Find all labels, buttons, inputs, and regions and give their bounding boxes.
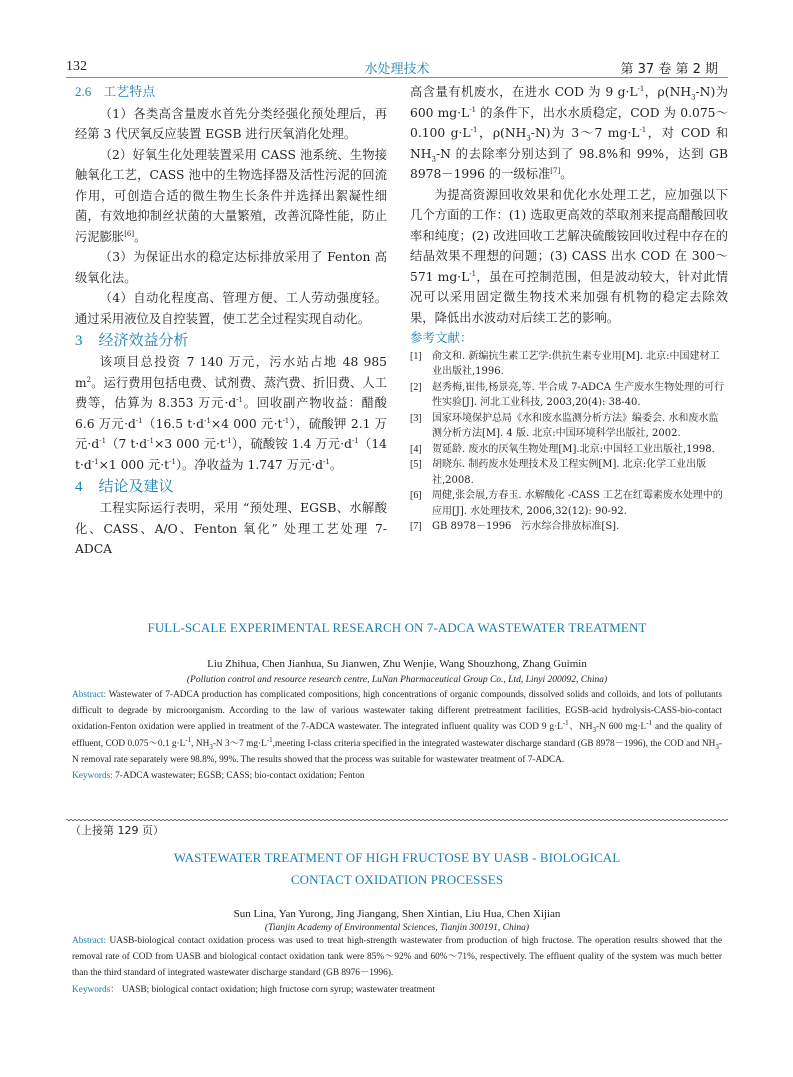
superscript: -1 [639, 125, 647, 134]
english-affiliation: (Tianjin Academy of Environmental Sciences, Tianjin 300191, China) [264, 923, 530, 933]
reference-item [410, 411, 728, 442]
text: ），硫酸钾 2.1 万元·d [75, 416, 387, 451]
subscript: 3 [691, 93, 696, 102]
superscript: -1 [169, 457, 176, 466]
reference-text: 胡晓东. 制药废水处理技术及工程实例[M]. 北京:化学工业出版社,2008. [432, 459, 707, 486]
subscript: 3 [209, 742, 213, 751]
reference-text: 国家环境保护总局《水和废水监测分析方法》编委会. 水和废水监测分析方法[M]. 4 版. 北京:中国环境科学出版社, 2002. [432, 412, 719, 439]
economic-paragraph [75, 352, 387, 475]
subsection-title: 工艺特点 [103, 85, 156, 100]
english-abstract-text [66, 933, 728, 982]
superscript: -1 [282, 416, 290, 425]
reference-item [410, 519, 728, 535]
journal-title: 水处理技术 [364, 62, 430, 77]
text: 、NH [568, 722, 593, 733]
text: ）。净收益为 1.747 万元·d [175, 457, 323, 472]
citation: [7] [550, 166, 561, 175]
reference-number: [3] [410, 412, 422, 424]
text: -N 3～7 mg·L [212, 738, 267, 749]
text: 。 [560, 167, 573, 181]
superscript: -1 [469, 269, 477, 278]
text: 该项目总投资 7 140 万元，污水站占地 48 985 m [75, 355, 387, 390]
reference-text: 周健,张会展,方春玉. 水解酸化 -CASS 工艺在红霉素废水处理中的应用[J]. 水处理技术, 2006,32(12): 90-92. [432, 490, 723, 517]
feature-paragraph: （3）为保证出水的稳定达标排放采用了 Fenton 高级氧化法。 [75, 250, 387, 285]
text: 。 [329, 457, 343, 472]
superscript: -1 [470, 125, 478, 134]
wavy-divider [66, 818, 728, 822]
text: -N 的去除率分别达到了 98.8%和 99%，达到 GB 8978－1996 的一级标准 [410, 146, 728, 181]
subsection-number: 2.6 [75, 84, 92, 99]
abstract-label: Abstract: [72, 936, 107, 946]
superscript: -1 [469, 105, 477, 114]
subscript: 3 [715, 742, 719, 751]
text: ，ρ(NH [644, 85, 692, 99]
recommendation-paragraph [410, 185, 728, 329]
feature-text: （2）好氧生化处理装置采用 CASS 池系统、生物接触氧化工艺，CASS 池中的生物选择器及活性污泥的回流作用，可创造合适的微生物生长条件并选择出絮凝性细菌，有效地抑制丝状菌的大量繁殖，改善沉降性能，防止污泥膨胀 [75, 147, 387, 244]
text: ×4 000 元·t [210, 416, 283, 431]
reference-item [410, 457, 728, 488]
text: , NH [191, 738, 210, 749]
superscript: -1 [204, 416, 211, 425]
superscript: -1 [91, 457, 99, 466]
reference-item [410, 349, 728, 380]
text: ，虽在可控制范围，但是波动较大，针对此情况可以采用固定微生物技术来加强有机物的稳定去除效果，降低出水波动对后续工艺的影响。 [410, 269, 728, 325]
english-affiliation: (Pollution control and resource research centre, LuNan Pharmaceutical Group Co., Ltd, Linyi 200092, China) [186, 675, 608, 685]
section-title: 经济效益分析 [98, 331, 189, 349]
superscript: -1 [236, 395, 243, 404]
feature-paragraph: （1）各类高含量废水首先分类经强化预处理后，再经第 3 代厌氧反应装置 EGSB 进行厌氧消化处理。 [75, 106, 387, 141]
reference-text: GB 8978－1996 污水综合排放标准[S]. [432, 521, 620, 532]
abstract-label: Abstract: [72, 690, 107, 700]
english-authors: Liu Zhihua, Chen Jianhua, Su Jianwen, Zhu Wenjie, Wang Shouzhong, Zhang Guimin [207, 658, 587, 670]
english-abstract-2 [66, 850, 728, 998]
reference-number: [4] [410, 443, 422, 455]
english-title-line1: WASTEWATER TREATMENT OF HIGH FRUCTOSE BY UASB - BIOLOGICAL [173, 850, 621, 865]
left-column [75, 82, 387, 560]
reference-number: [6] [410, 490, 422, 501]
text: ），硫酸铵 1.4 万元·d [231, 437, 352, 451]
text: -N)为 600 mg·L [410, 85, 728, 120]
keywords-label: Keywords： [72, 984, 120, 995]
text: ×1 000 元·t [98, 457, 170, 472]
section-number: 3 [75, 333, 83, 349]
subscript: 3 [431, 154, 436, 163]
text: （7 t·d [106, 437, 148, 451]
superscript: -1 [266, 735, 273, 744]
superscript: 2 [86, 375, 92, 384]
section-heading [75, 475, 387, 498]
superscript: -1 [562, 719, 569, 728]
page-header [66, 57, 728, 78]
english-keywords [66, 768, 728, 784]
text: 。运行费用包括电费、试剂费、蒸汽费、折旧费、人工费等，估算为 8.353 万元·d [75, 375, 387, 410]
reference-number: [1] [410, 350, 422, 362]
english-title: FULL-SCALE EXPERIMENTAL RESEARCH ON 7-ADCA WASTEWATER TREATMENT [147, 620, 647, 635]
english-keywords [66, 982, 728, 998]
english-abstract-text [66, 687, 728, 768]
english-title-line2: CONTACT OXIDATION PROCESSES [290, 872, 504, 887]
english-authors: Sun Lina, Yan Yurong, Jing Jiangang, Shen Xintian, Liu Hua, Chen Xijian [233, 908, 561, 920]
abstract-text: UASB-biological contact oxidation process was used to treat high-strength wastewater from production of high fructose. The operation results showed that the removal rate of COD from UASB and biological contact oxidation tank were 85%～92% and 60%～71%, respectively. The effluent quality of the system was much better than the third standard of integrated wastewater discharge standard (GB 8976－1996). [72, 936, 722, 979]
text: 。回收副产物收益：醋酸 6.6 万元·d [75, 396, 387, 431]
reference-number: [2] [410, 381, 422, 393]
section-number: 4 [75, 479, 83, 495]
citation: [6] [124, 229, 135, 238]
keywords-label: Keywords: [72, 771, 113, 782]
page-number: 132 [66, 59, 87, 74]
reference-text: 赵秀梅,崔伟,杨景亮,等. 半合成 7-ADCA 生产废水生物处理的可行性实验[J]. 河北工业科技, 2003,20(4): 38-40. [432, 381, 725, 408]
text: 高含量有机废水，在进水 COD 为 9 g·L [410, 85, 638, 99]
superscript: -1 [147, 436, 154, 445]
text: （16.5 t·d [142, 416, 205, 431]
section-title: 结论及建议 [98, 477, 174, 495]
reference-text: 俞文和. 新编抗生素工艺学:供抗生素专业用[M]. 北京:中国建材工业出版社,1996. [432, 350, 720, 377]
superscript: -1 [646, 719, 653, 728]
continued-note: （上接第 129 页） [70, 824, 164, 837]
section-heading [75, 329, 387, 352]
superscript: -1 [637, 84, 645, 93]
text: ×3 000 元·t [153, 437, 225, 451]
reference-item [410, 380, 728, 411]
feature-paragraph: （4）自动化程度高、管理方便、工人劳动强度轻。通过采用液位及自控装置，使工艺全过程实现自动化。 [75, 291, 387, 326]
right-column [410, 82, 728, 535]
subscript: 3 [592, 726, 597, 735]
feature-paragraph: （2）好氧生化处理装置采用 CASS 池系统、生物接触氧化工艺，CASS 池中的生物选择器及活性污泥的回流作用，可创造合适的微生物生长条件并选择出絮凝性细菌，有效地抑制丝状菌的大量繁殖，改善沉降性能，防止污泥膨胀[6]。 [75, 147, 387, 244]
keywords-text: UASB; biological contact oxidation; high fructose corn syrup; wastewater treatment [119, 984, 436, 995]
reference-number: [5] [410, 459, 422, 470]
references-heading: 参考文献： [410, 330, 473, 345]
conclusion-continued [410, 82, 728, 185]
text: 为提高资源回收效果和优化水处理工艺，应加强以下几个方面的工作：(1) 选取更高效的萃取剂来提高醋酸回收率和纯度；(2) 改进回收工艺解决硫酸铵回收过程中存在的结晶效果不理想的问题；(3) CASS 出水 COD 在 300～571 mg·L [410, 187, 728, 284]
text: and the quality of effluent, COD 0.075～0.1 g·L [72, 722, 722, 749]
superscript: -1 [135, 416, 143, 425]
text: -N 600 mg·L [596, 722, 647, 733]
text: ，对 COD 和 NH [410, 126, 729, 161]
text: ,meeting I-class criteria specified in the integrated wastewater discharge standard (GB 8978－1996), the COD and NH [272, 738, 716, 749]
subsection-heading [75, 82, 387, 104]
english-abstract-1 [66, 620, 728, 784]
superscript: -1 [185, 735, 192, 744]
text: （14 t·d [75, 437, 387, 472]
reference-item [410, 442, 728, 458]
reference-list [410, 349, 728, 535]
text: Wastewater of 7-ADCA production has complicated compositions, high concentrations of organic compounds, dissolved solids and colloids, and lots of pollutants difficult to degrade by microorganism. According to the law of various wastewater taking different pretreatment facilities, EGSB-acid hydrolysis-CASS-bio-contact oxidation-Fenton oxidation were applied in treatment of the 7-ADCA wastewater. The integrated influent quality was COD 9 g·L [72, 690, 722, 733]
superscript: -1 [224, 436, 232, 445]
reference-item [410, 488, 728, 519]
text: ，ρ(NH [477, 126, 527, 140]
text: 的条件下，出水水质稳定，COD 为 0.075～0.100 g·L [410, 105, 728, 140]
text: -N removal rate separately were 98.8%, 99%. The results showed that the process was suitable for wastewater treatment of 7-ADCA. [72, 738, 722, 765]
superscript: -1 [323, 457, 330, 466]
conclusion-paragraph: 工程实际运行表明，采用 “预处理、EGSB、水解酸化、CASS、A/O、Fenton 氧化” 处理工艺处理 7- ADCA [75, 501, 387, 556]
reference-text: 贺延龄. 废水的厌氧生物处理[M].北京:中国轻工业出版社,1998. [432, 443, 715, 455]
superscript: -1 [99, 436, 107, 445]
text: -N)为 3～7 mg·L [530, 126, 640, 140]
keywords-text: 7-ADCA wastewater; EGSB; CASS; bio-contact oxidation; Fenton [112, 771, 365, 782]
reference-number: [7] [410, 521, 422, 532]
subscript: 3 [526, 134, 531, 143]
volume-issue: 第 37 卷 第 2 期 [620, 62, 718, 77]
superscript: -1 [351, 436, 359, 445]
